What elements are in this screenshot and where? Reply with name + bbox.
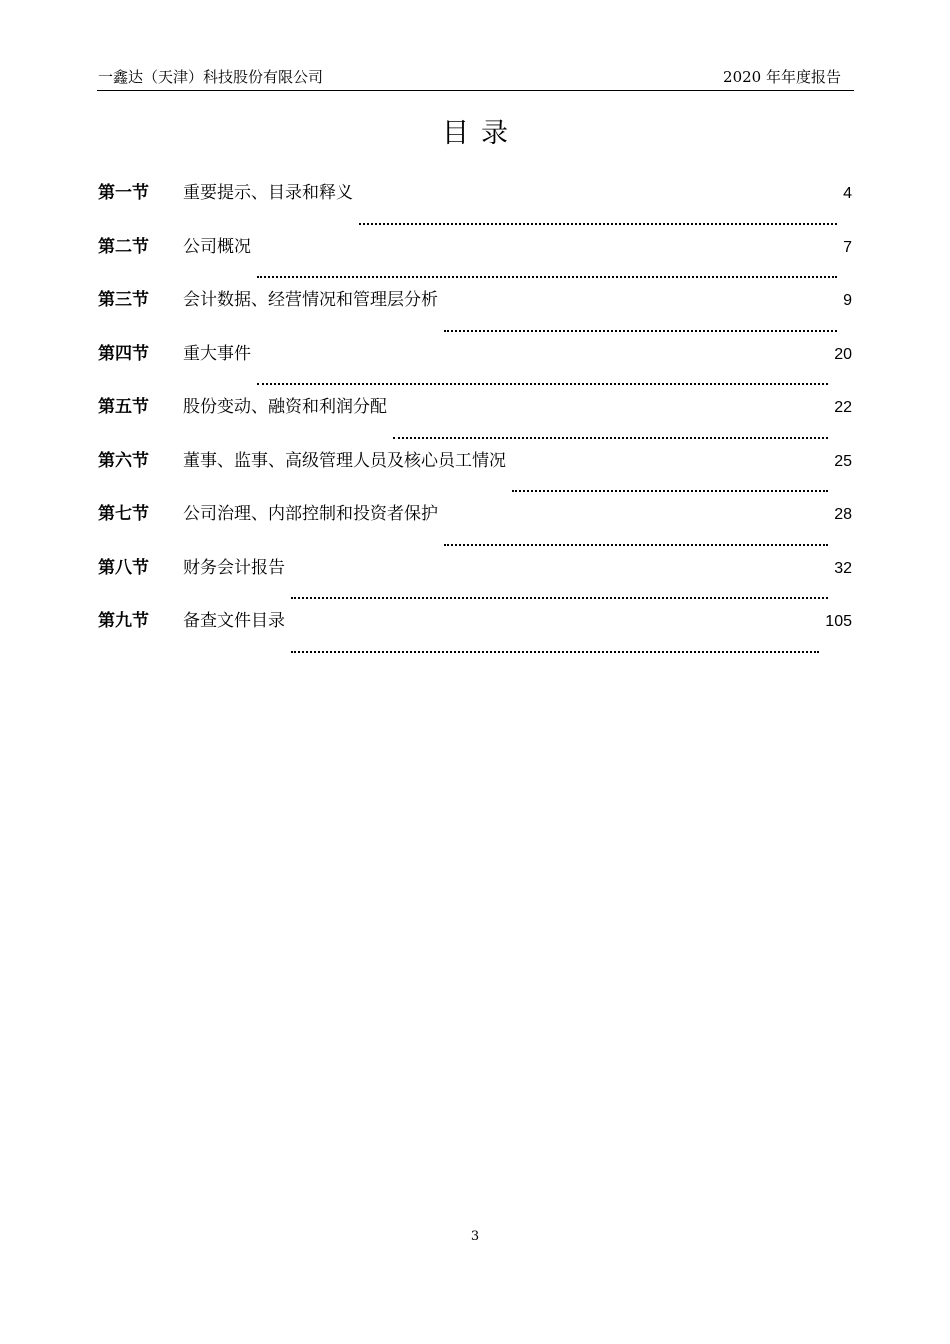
toc-dot-leader bbox=[291, 631, 819, 653]
toc-dot-leader bbox=[257, 256, 837, 278]
toc-section-number: 第九节 bbox=[98, 611, 149, 631]
toc-entry-label[interactable]: 备查文件目录 bbox=[183, 611, 285, 631]
toc-section-number: 第七节 bbox=[98, 504, 149, 524]
toc-section-number: 第一节 bbox=[98, 183, 149, 203]
toc-entry[interactable] bbox=[98, 553, 852, 607]
toc-entry-label[interactable]: 公司治理、内部控制和投资者保护 bbox=[183, 504, 438, 524]
toc-entry[interactable] bbox=[98, 606, 852, 660]
toc-dot-leader bbox=[359, 203, 837, 225]
toc-page-number[interactable]: 25 bbox=[834, 452, 852, 470]
page-header bbox=[97, 66, 854, 91]
header-company-name: 一鑫达（天津）科技股份有限公司 bbox=[98, 68, 324, 86]
header-report-title: 2020 年年度报告 bbox=[723, 68, 841, 86]
toc-entry-label[interactable]: 重大事件 bbox=[183, 343, 251, 364]
toc-entry[interactable] bbox=[98, 392, 852, 446]
toc-entry-label[interactable]: 董事、监事、高级管理人员及核心员工情况 bbox=[183, 450, 506, 471]
toc-entry[interactable] bbox=[98, 178, 852, 232]
toc-dot-leader bbox=[512, 470, 828, 492]
toc-section-number: 第六节 bbox=[98, 450, 149, 471]
toc-dot-leader bbox=[291, 577, 828, 599]
toc-page-number[interactable]: 4 bbox=[843, 185, 852, 202]
toc-title: 目录 bbox=[442, 118, 520, 149]
toc-entry[interactable] bbox=[98, 339, 852, 393]
toc-dot-leader bbox=[393, 417, 828, 439]
toc-entry[interactable] bbox=[98, 285, 852, 339]
toc-dot-leader bbox=[444, 524, 828, 546]
toc-entry-label[interactable]: 股份变动、融资和利润分配 bbox=[183, 397, 387, 417]
toc-entry-label[interactable]: 会计数据、经营情况和管理层分析 bbox=[183, 290, 438, 310]
toc-page-number[interactable]: 32 bbox=[834, 559, 852, 577]
toc-entry-label[interactable]: 财务会计报告 bbox=[183, 557, 285, 578]
toc-page-number[interactable]: 105 bbox=[825, 613, 852, 630]
toc-section-number: 第八节 bbox=[98, 557, 149, 578]
toc-entry[interactable] bbox=[98, 499, 852, 553]
toc-entry-label[interactable]: 公司概况 bbox=[183, 236, 251, 257]
toc-page-number[interactable]: 22 bbox=[834, 399, 852, 416]
toc-page-number[interactable]: 7 bbox=[843, 238, 852, 256]
toc-section-number: 第二节 bbox=[98, 236, 149, 257]
toc-entry[interactable] bbox=[98, 446, 852, 500]
toc-section-number: 第五节 bbox=[98, 397, 149, 417]
toc-dot-leader bbox=[444, 310, 837, 332]
page-number: 3 bbox=[470, 1229, 480, 1244]
toc-entry-label[interactable]: 重要提示、目录和释义 bbox=[183, 183, 353, 203]
toc-section-number: 第四节 bbox=[98, 343, 149, 364]
toc-entry[interactable] bbox=[98, 232, 852, 286]
toc-section-number: 第三节 bbox=[98, 290, 149, 310]
toc-page-number[interactable]: 28 bbox=[834, 506, 852, 523]
toc-page-number[interactable]: 20 bbox=[834, 345, 852, 363]
toc-dot-leader bbox=[257, 363, 828, 385]
toc-list bbox=[98, 178, 852, 660]
toc-page-number[interactable]: 9 bbox=[843, 292, 852, 309]
